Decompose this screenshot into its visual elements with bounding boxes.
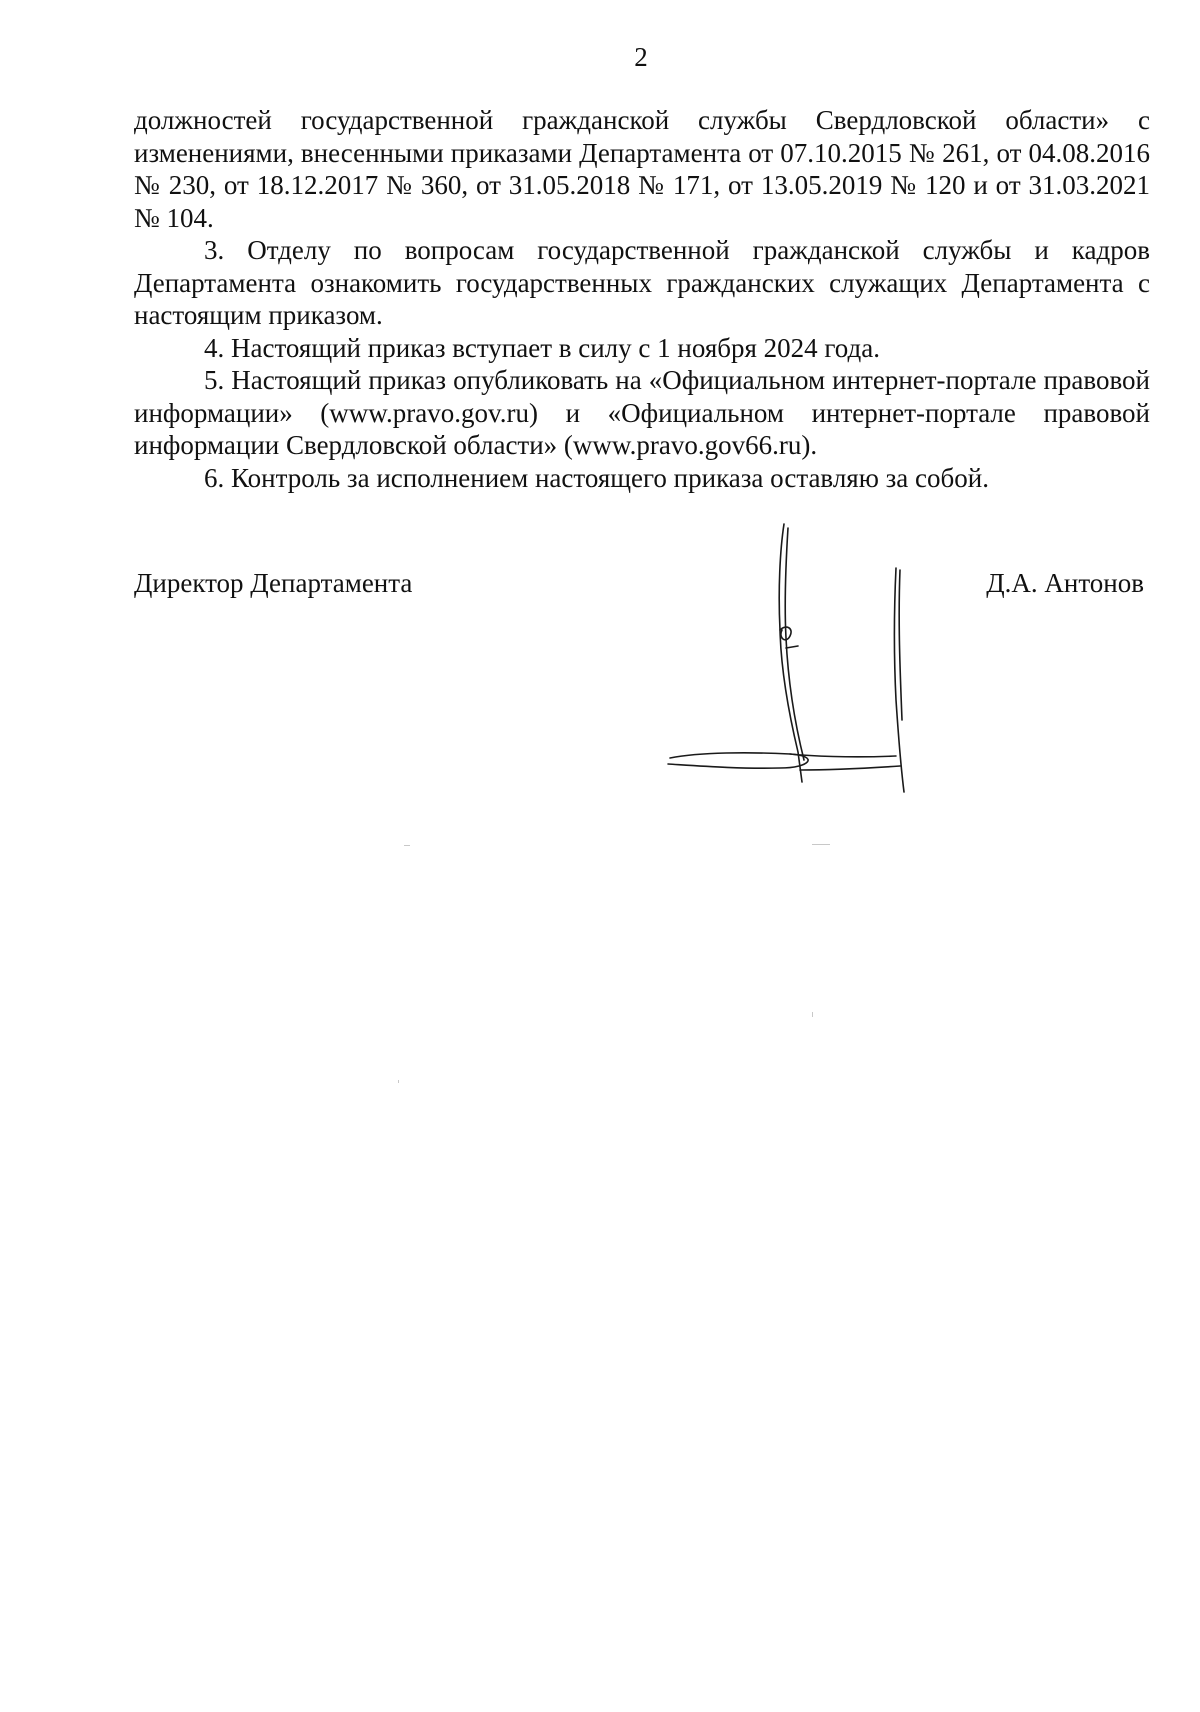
scan-speck — [404, 845, 410, 846]
document-body — [134, 104, 1150, 494]
scan-speck — [812, 1012, 813, 1017]
paragraph-item-5: 5. Настоящий приказ опубликовать на «Официальном интернет-портале правовой информации» (www.pravo.gov.ru) и «Официальном интернет-портале правовой информации Свердловской области» (www.pravo.gov66.ru). — [134, 365, 1150, 460]
signatory-name: Д.А. Антонов — [986, 568, 1144, 598]
scan-speck — [812, 844, 830, 845]
signatory-title: Директор Департамента — [134, 568, 413, 598]
paragraph-continuation: должностей государственной гражданской службы Свердловской области» с изменениями, внесенными приказами Департамента от 07.10.2015 № 261, от 04.08.2016 № 230, от 18.12.2017 № 360, от 31.05.2018 № 171, от 13.05.2019 № 120 и от 31.03.2021 № 104. — [134, 105, 1150, 233]
handwritten-signature-icon — [660, 520, 930, 800]
page-number: 2 — [634, 42, 648, 72]
paragraph-item-4: 4. Настоящий приказ вступает в силу с 1 ноября 2024 года. — [204, 332, 880, 363]
scan-speck — [398, 1080, 399, 1083]
paragraph-item-6: 6. Контроль за исполнением настоящего приказа оставляю за собой. — [204, 462, 989, 493]
paragraph-item-3: 3. Отделу по вопросам государственной гражданской службы и кадров Департамента ознакомить государственных гражданских служащих Департамента с настоящим приказом. — [134, 235, 1150, 330]
